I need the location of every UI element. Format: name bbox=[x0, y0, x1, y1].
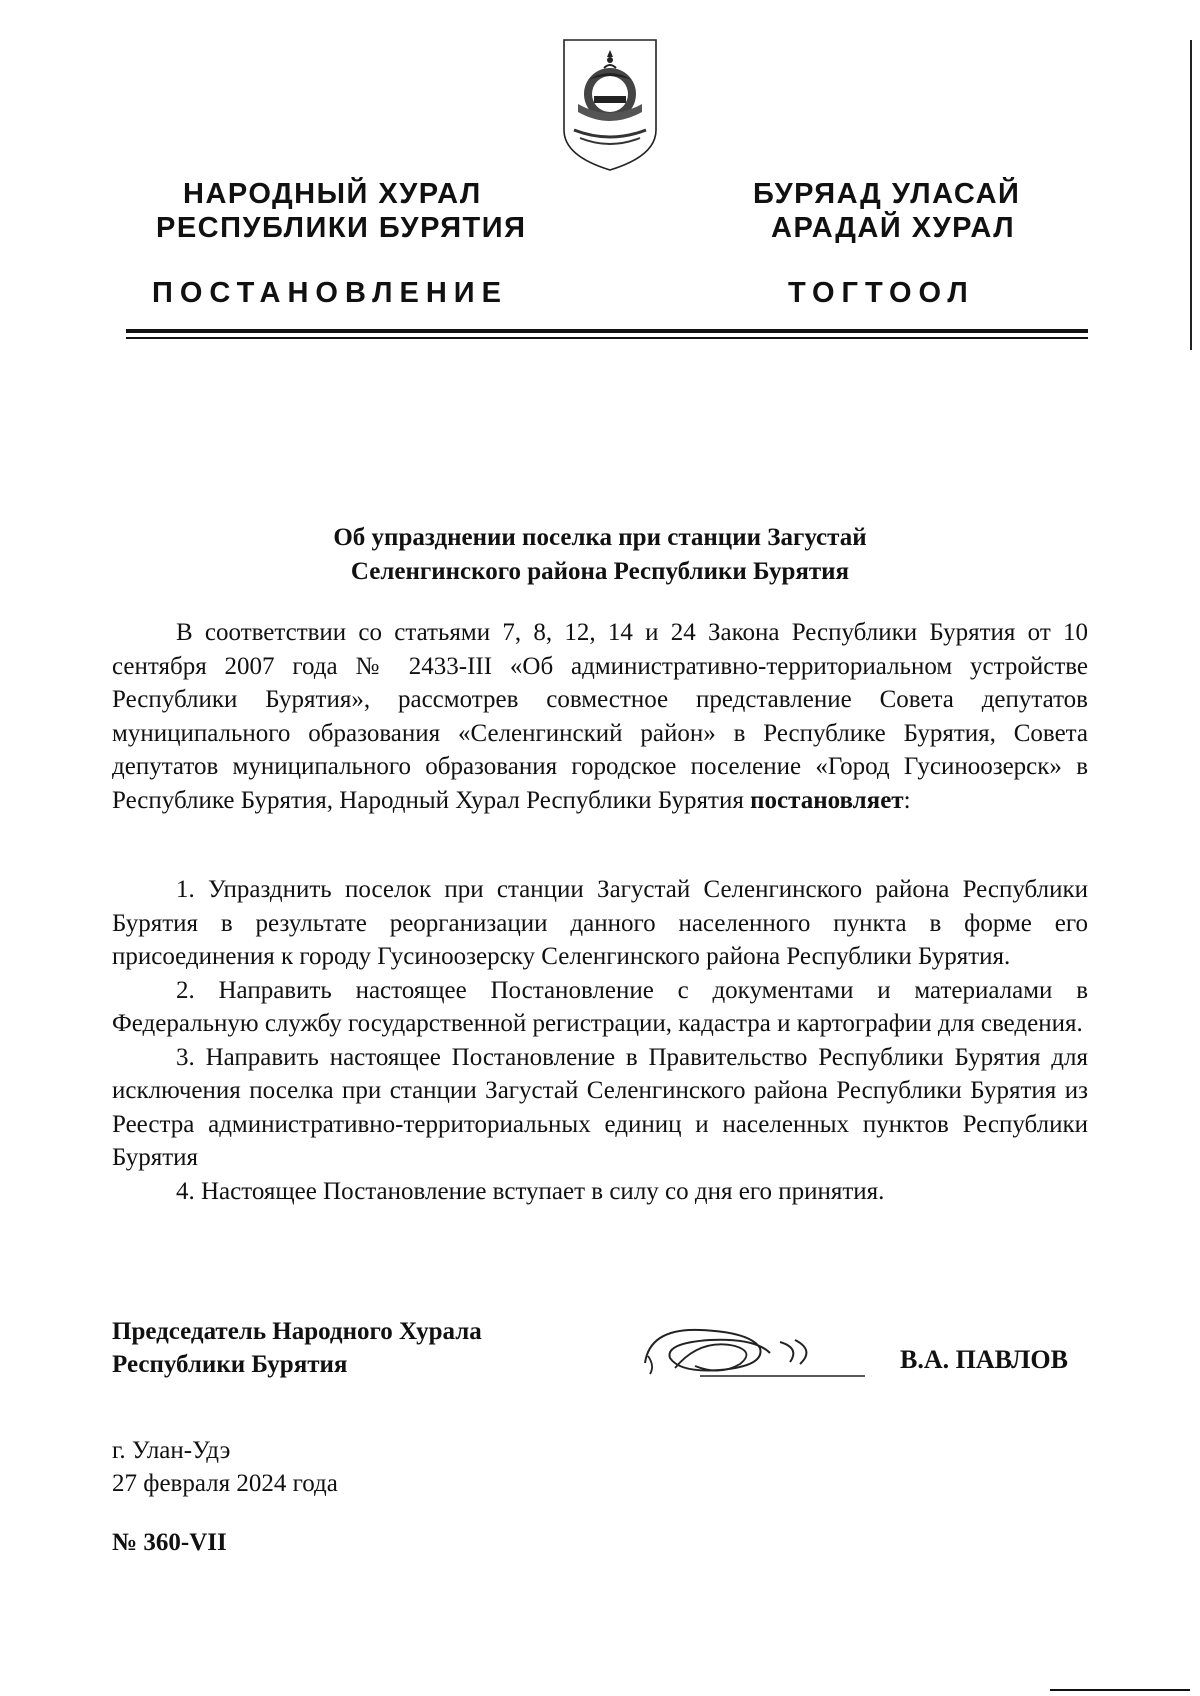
header-right-line2: АРАДАЙ ХУРАЛ bbox=[771, 212, 1016, 244]
resolution-item-3: 3. Направить настоящее Постановление в Правительство Республики Бурятия для исключения поселка при станции Загустай Селенгинского района Республики Бурятия из Реестра административно-территориальных единиц и населенных пунктов Республики Бурятия bbox=[112, 1043, 1088, 1171]
issue-date: 27 февраля 2024 года bbox=[112, 1470, 338, 1497]
preamble-text: В соответствии со статьями 7, 8, 12, 14 и 24 Закона Республики Бурятия от 10 сентября 2007 года № 2433-III «Об административно-территориальном устройстве Республики Бурятия», рассмотрев совместное представление Совета депутатов муниципального образования «Селенгинский район» в Республике Бурятия, Совета депутатов муниципального образования городское поселение «Город Гусиноозерск» в Республике Бурятия, Народный Хурал Республики Бурятия bbox=[112, 619, 1088, 814]
doc-type-left: ПОСТАНОВЛЕНИЕ bbox=[152, 277, 508, 309]
doc-type-right: ТОГТООЛ bbox=[788, 277, 975, 309]
header-left-line1: НАРОДНЫЙ ХУРАЛ bbox=[183, 178, 482, 210]
title-line-2: Селенгинского района Республики Бурятия bbox=[350, 558, 850, 585]
scan-bottom-line bbox=[1050, 1689, 1190, 1691]
preamble-paragraph bbox=[112, 616, 1088, 817]
scan-edge-line bbox=[1190, 40, 1192, 350]
issue-place-date bbox=[112, 1434, 338, 1500]
header-left-line2: РЕСПУБЛИКИ БУРЯТИЯ bbox=[156, 212, 527, 244]
handwritten-signature bbox=[640, 1318, 870, 1388]
header-right-line1: БУРЯАД УЛАСАЙ bbox=[753, 178, 1021, 210]
document-number: № 360-VII bbox=[112, 1529, 227, 1556]
signatory-position-line1: Председатель Народного Хурала bbox=[112, 1318, 482, 1345]
document-title bbox=[150, 521, 1050, 589]
coat-of-arms-emblem bbox=[560, 38, 660, 173]
issue-city: г. Улан-Удэ bbox=[112, 1437, 231, 1464]
preamble-colon: : bbox=[903, 786, 911, 814]
header-rule-thick bbox=[126, 329, 1088, 333]
resolution-item-4: 4. Настоящее Постановление вступает в силу со дня его принятия. bbox=[176, 1177, 885, 1205]
signatory-name: В.А. ПАВЛОВ bbox=[900, 1345, 1068, 1374]
header-rule-thin bbox=[126, 337, 1088, 339]
resolution-items bbox=[112, 873, 1088, 1208]
resolution-item-2: 2. Направить настоящее Постановление с документами и материалами в Федеральную службу государственной регистрации, кадастра и картографии для сведения. bbox=[112, 976, 1088, 1037]
title-line-1: Об упразднении поселка при станции Загустай bbox=[333, 524, 867, 551]
signatory-position bbox=[112, 1315, 482, 1381]
signatory-position-line2: Республики Бурятия bbox=[112, 1351, 348, 1378]
resolution-item-1: 1. Упразднить поселок при станции Загустай Селенгинского района Республики Бурятия в результате реорганизации данного населенного пункта в форме его присоединения к городу Гусиноозерску Селенгинского района Республики Бурятия. bbox=[112, 876, 1088, 970]
preamble-resolves: постановляет bbox=[750, 786, 904, 814]
